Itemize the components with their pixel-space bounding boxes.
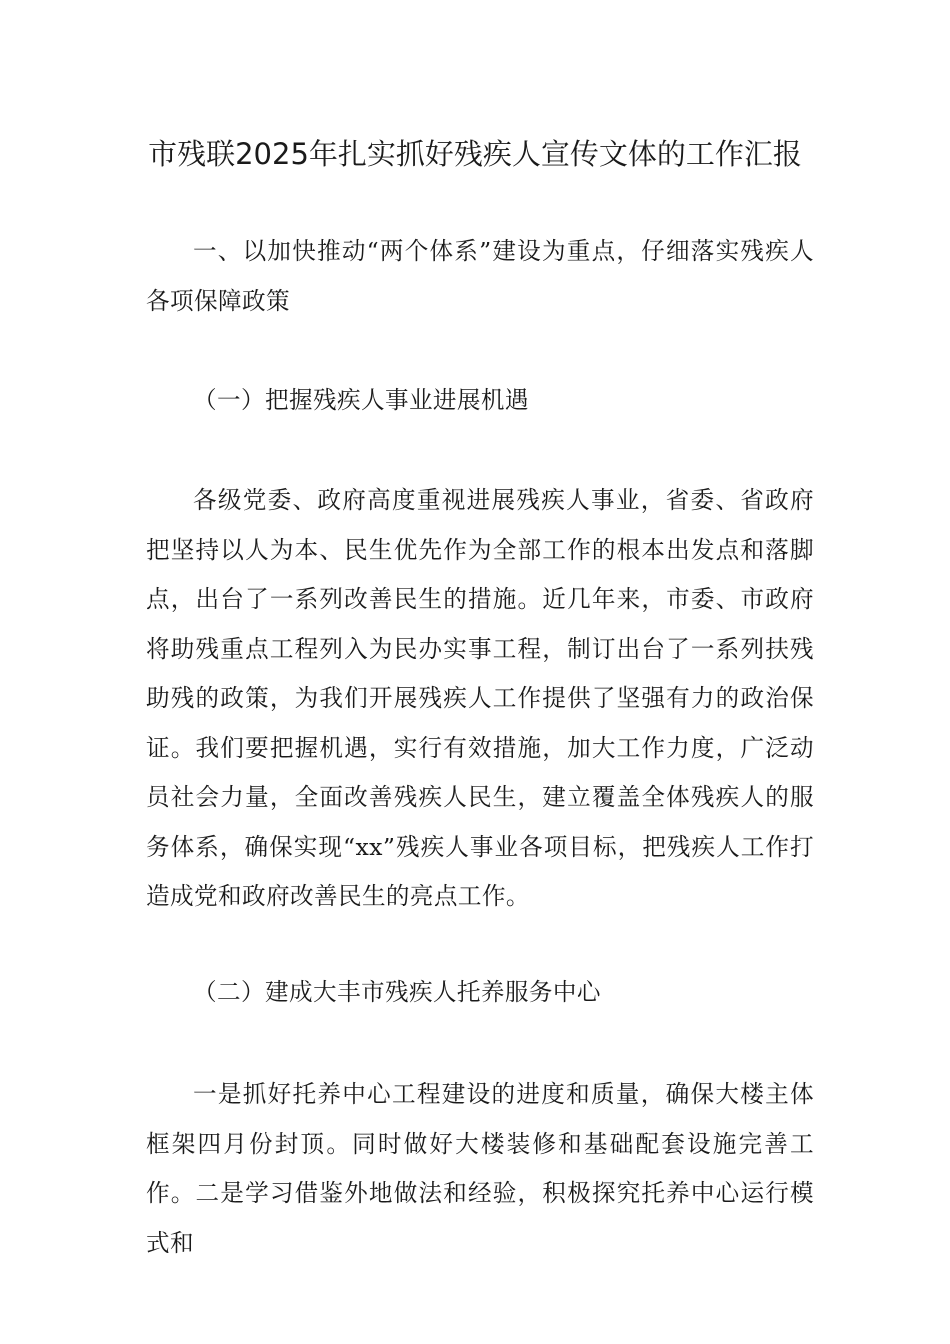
section-heading-1: 一、以加快推动“两个体系”建设为重点，仔细落实残疾人各项保障政策 (146, 237, 814, 315)
document-title: 市残联2025年扎实抓好残疾人宣传文体的工作汇报 (148, 137, 802, 171)
subsection-heading-1: （一）把握残疾人事业进展机遇 (193, 386, 529, 414)
body-paragraph-1: 各级党委、政府高度重视进展残疾人事业，省委、省政府把坚持以人为本、民生优先作为全部工作的根本出发点和落脚点，出台了一系列改善民生的措施。近几年来，市委、市政府将助残重点工程列入为民办实事工程，制订出台了一系列扶残助残的政策，为我们开展残疾人工作提供了坚强有力的政治保证。我们要把握机遇，实行有效措施，加大工作力度，广泛动员社会力量，全面改善残疾人民生，建立覆盖全体残疾人的服务体系，确保实现“xx”残疾人事业各项目标，把残疾人工作打造成党和政府改善民生的亮点工作。 (146, 486, 814, 910)
subsection-heading-2: （二）建成大丰市残疾人托养服务中心 (193, 978, 601, 1006)
body-paragraph-2: 一是抓好托养中心工程建设的进度和质量，确保大楼主体框架四月份封顶。同时做好大楼装修和基础配套设施完善工作。二是学习借鉴外地做法和经验，积极探究托养中心运行模式和 (146, 1080, 814, 1257)
